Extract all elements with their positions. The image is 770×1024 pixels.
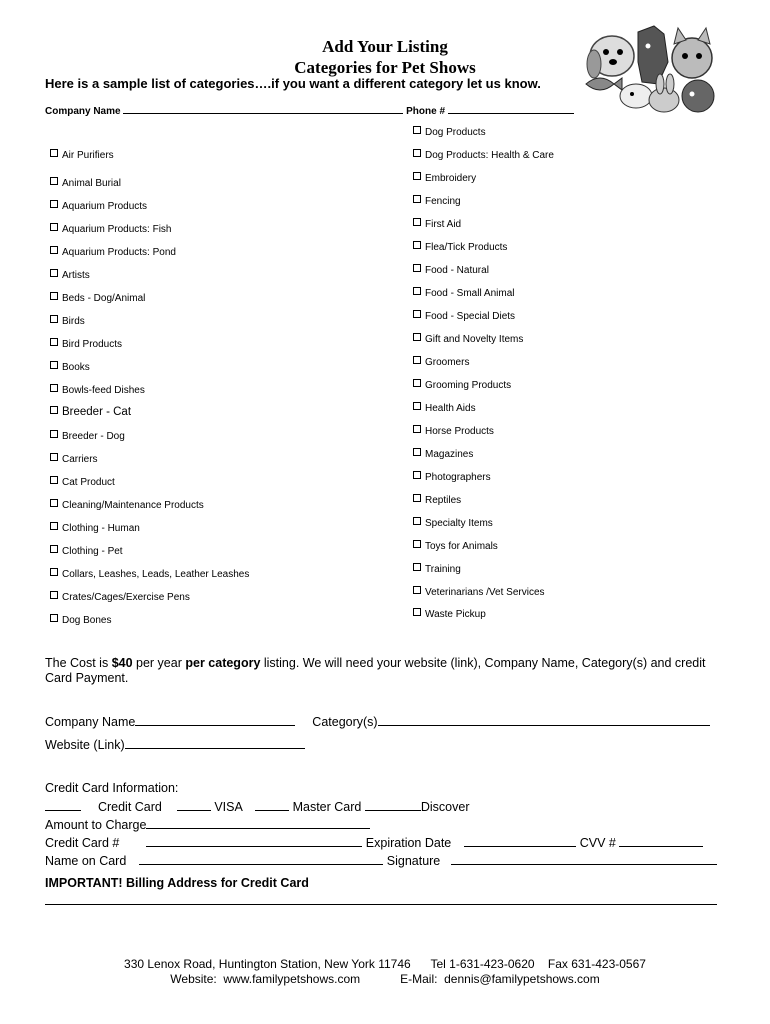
category-item[interactable] — [413, 563, 461, 575]
checkbox[interactable] — [413, 310, 421, 318]
discover-label: Discover — [420, 800, 470, 814]
checkbox[interactable] — [413, 218, 421, 226]
signature-field[interactable] — [451, 852, 717, 865]
category-label: Health Aids — [425, 403, 476, 414]
category-label: Veterinarians /Vet Services — [425, 587, 545, 598]
form-categories-field[interactable] — [378, 713, 710, 726]
category-label: Air Purifiers — [62, 150, 114, 161]
category-label: Cleaning/Maintenance Products — [62, 500, 204, 511]
category-item[interactable] — [413, 494, 461, 506]
category-label: Breeder - Cat — [62, 406, 132, 418]
checkbox[interactable] — [413, 448, 421, 456]
category-label: Aquarium Products — [62, 201, 148, 212]
category-label: Bowls-feed Dishes — [62, 385, 145, 396]
category-label: Aquarium Products: Pond — [62, 247, 176, 258]
visa-label: VISA — [214, 800, 243, 814]
category-item[interactable] — [50, 149, 114, 161]
category-label: Horse Products — [425, 426, 494, 437]
checkbox[interactable] — [413, 287, 421, 295]
checkbox[interactable] — [50, 246, 58, 254]
billing-address-field[interactable] — [45, 904, 717, 905]
category-label: Aquarium Products: Fish — [62, 224, 172, 235]
checkbox[interactable] — [413, 172, 421, 180]
category-label: Fencing — [425, 196, 461, 207]
website-row — [45, 736, 305, 752]
checkbox[interactable] — [413, 471, 421, 479]
category-item[interactable] — [50, 430, 125, 442]
category-item[interactable] — [50, 361, 90, 373]
category-item[interactable] — [50, 200, 147, 212]
discover-blank[interactable] — [365, 798, 421, 811]
checkbox[interactable] — [413, 149, 421, 157]
checkbox[interactable] — [50, 499, 58, 507]
cc-info-label: Credit Card Information: — [45, 781, 179, 795]
checkbox[interactable] — [413, 586, 421, 594]
form-categories-label: Category(s) — [312, 715, 378, 729]
checkbox[interactable] — [413, 425, 421, 433]
cvv-label: CVV # — [579, 836, 616, 850]
category-item[interactable] — [413, 264, 489, 276]
checkbox[interactable] — [50, 430, 58, 438]
cc-number-field[interactable] — [146, 834, 362, 847]
cost-paragraph — [45, 656, 735, 686]
checkbox[interactable] — [413, 608, 421, 616]
checkbox[interactable] — [50, 406, 58, 414]
cc-number-label: Credit Card # — [45, 836, 120, 850]
checkbox[interactable] — [50, 269, 58, 277]
category-item[interactable] — [50, 453, 98, 465]
category-label: Dog Products: Health & Care — [425, 150, 554, 161]
category-item[interactable] — [413, 172, 476, 184]
category-item[interactable] — [413, 356, 469, 368]
category-label: Clothing - Pet — [62, 546, 123, 557]
category-item[interactable] — [413, 310, 515, 322]
category-item[interactable] — [50, 269, 90, 281]
checkbox[interactable] — [50, 614, 58, 622]
checkbox[interactable] — [50, 545, 58, 553]
category-label: Toys for Animals — [425, 541, 498, 552]
form-company-name-field[interactable] — [135, 713, 295, 726]
category-label: Dog Bones — [62, 615, 112, 626]
checkbox[interactable] — [50, 315, 58, 323]
cost-suffix: listing. We will need your website (link), Company Name, Category(s) and credit Card Payment. — [45, 656, 706, 685]
checkbox[interactable] — [50, 384, 58, 392]
category-label: Grooming Products — [425, 380, 512, 391]
name-on-card-field[interactable] — [139, 852, 383, 865]
category-item[interactable] — [413, 402, 476, 414]
company-name-label: Company Name — [45, 106, 121, 117]
category-item[interactable] — [413, 471, 491, 483]
category-item[interactable] — [50, 315, 85, 327]
checkbox[interactable] — [413, 402, 421, 410]
category-label: Crates/Cages/Exercise Pens — [62, 592, 190, 603]
category-item[interactable] — [413, 540, 498, 552]
category-item[interactable] — [50, 246, 176, 258]
expiration-label: Expiration Date — [365, 836, 452, 850]
name-on-card-label: Name on Card — [45, 854, 127, 868]
category-label: Animal Burial — [62, 178, 121, 189]
form-company-name-label: Company Name — [45, 715, 136, 729]
pets-illustration — [580, 22, 720, 120]
category-item[interactable] — [50, 338, 122, 350]
category-label: Photographers — [425, 472, 491, 483]
category-label: Clothing - Human — [62, 523, 140, 534]
category-item[interactable] — [413, 149, 554, 161]
category-item[interactable] — [413, 287, 514, 299]
phone-field[interactable] — [448, 103, 574, 114]
checkbox[interactable] — [413, 540, 421, 548]
category-label: Birds — [62, 316, 85, 327]
category-item[interactable] — [50, 406, 131, 418]
amount-field[interactable] — [146, 816, 370, 829]
category-label: Training — [425, 564, 461, 575]
category-label: Collars, Leashes, Leads, Leather Leashes — [62, 569, 250, 580]
category-item[interactable] — [413, 195, 461, 207]
category-item[interactable] — [413, 379, 511, 391]
category-label: Gift and Novelty Items — [425, 334, 524, 345]
checkbox[interactable] — [50, 292, 58, 300]
cc-number-row — [45, 834, 703, 850]
checkbox[interactable] — [50, 591, 58, 599]
footer-contact: Website: www.familypetshows.com E-Mail: dennis@familypetshows.com — [170, 972, 600, 986]
category-label: Food - Special Diets — [425, 311, 516, 322]
category-item[interactable] — [413, 333, 523, 345]
category-item[interactable] — [50, 476, 115, 488]
category-item[interactable] — [413, 608, 486, 620]
checkbox[interactable] — [50, 453, 58, 461]
category-item[interactable] — [50, 223, 172, 235]
signature-label: Signature — [386, 854, 441, 868]
cost-mid: per year — [132, 656, 186, 670]
category-item[interactable] — [50, 545, 123, 557]
checkbox[interactable] — [413, 264, 421, 272]
checkbox[interactable] — [50, 200, 58, 208]
category-label: Reptiles — [425, 495, 462, 506]
checkbox[interactable] — [413, 241, 421, 249]
category-label: Bird Products — [62, 339, 123, 350]
footer-address: 330 Lenox Road, Huntington Station, New York 11746 Tel 1-631-423-0620 Fax 631-423-0567 — [124, 957, 646, 971]
amount-label: Amount to Charge — [45, 818, 147, 832]
category-label: Food - Natural — [425, 265, 489, 276]
card-type-row — [45, 798, 469, 814]
category-item[interactable] — [50, 614, 111, 626]
company-phone-row — [45, 103, 574, 117]
category-item[interactable] — [50, 292, 145, 304]
checkbox[interactable] — [413, 333, 421, 341]
category-item[interactable] — [50, 384, 145, 396]
category-item[interactable] — [50, 499, 204, 511]
cvv-field[interactable] — [619, 834, 703, 847]
category-item[interactable] — [413, 241, 507, 253]
checkbox[interactable] — [50, 338, 58, 346]
category-item[interactable] — [413, 126, 486, 138]
checkbox[interactable] — [413, 494, 421, 502]
expiration-field[interactable] — [464, 834, 576, 847]
form-website-field[interactable] — [125, 736, 305, 749]
cost-amount: $40 — [111, 656, 133, 670]
category-item[interactable] — [413, 218, 461, 230]
checkbox[interactable] — [50, 568, 58, 576]
category-label: Carriers — [62, 454, 98, 465]
checkbox[interactable] — [50, 223, 58, 231]
name-signature-row — [45, 852, 717, 868]
checkbox[interactable] — [50, 361, 58, 369]
amount-row — [45, 816, 370, 832]
category-label: Specialty Items — [425, 518, 493, 529]
cost-prefix: The Cost is — [45, 656, 112, 670]
category-label: Embroidery — [425, 173, 477, 184]
category-label: First Aid — [425, 219, 462, 230]
cost-per-category: per category — [185, 656, 261, 670]
checkbox[interactable] — [413, 517, 421, 525]
master-card-blank[interactable] — [255, 798, 289, 811]
category-label: Breeder - Dog — [62, 431, 125, 442]
company-category-row — [45, 713, 710, 729]
category-label: Beds - Dog/Animal — [62, 293, 146, 304]
visa-blank[interactable] — [177, 798, 211, 811]
phone-label: Phone # — [406, 106, 446, 117]
category-label: Waste Pickup — [425, 609, 486, 620]
category-label: Cat Product — [62, 477, 115, 488]
category-item[interactable] — [50, 568, 249, 580]
category-label: Dog Products — [425, 127, 486, 138]
category-item[interactable] — [413, 586, 545, 598]
category-item[interactable] — [50, 177, 121, 189]
master-card-label: Master Card — [292, 800, 362, 814]
form-website-label: Website (Link) — [45, 738, 125, 752]
credit-card-blank[interactable] — [45, 798, 81, 811]
checkbox[interactable] — [50, 177, 58, 185]
title-line-1: Add Your Listing — [322, 37, 448, 56]
checkbox[interactable] — [50, 149, 58, 157]
category-label: Food - Small Animal — [425, 288, 515, 299]
checkbox[interactable] — [413, 379, 421, 387]
category-item[interactable] — [50, 591, 190, 603]
checkbox[interactable] — [413, 195, 421, 203]
checkbox[interactable] — [50, 476, 58, 484]
title-line-2: Categories for Pet Shows — [294, 58, 476, 77]
checkbox[interactable] — [413, 563, 421, 571]
category-label: Flea/Tick Products — [425, 242, 508, 253]
checkbox[interactable] — [50, 522, 58, 530]
billing-address-label: IMPORTANT! Billing Address for Credit Card — [45, 876, 309, 890]
category-label: Groomers — [425, 357, 470, 368]
company-name-field[interactable] — [123, 103, 403, 114]
credit-card-label: Credit Card — [97, 800, 162, 814]
checkbox[interactable] — [413, 356, 421, 364]
category-item[interactable] — [413, 517, 493, 529]
category-label: Magazines — [425, 449, 474, 460]
category-item[interactable] — [50, 522, 140, 534]
category-label: Books — [62, 362, 90, 373]
category-item[interactable] — [413, 448, 473, 460]
intro-text: Here is a sample list of categories….if you want a different category let us know. — [45, 76, 541, 91]
category-label: Artists — [62, 270, 90, 281]
category-item[interactable] — [413, 425, 494, 437]
checkbox[interactable] — [413, 126, 421, 134]
